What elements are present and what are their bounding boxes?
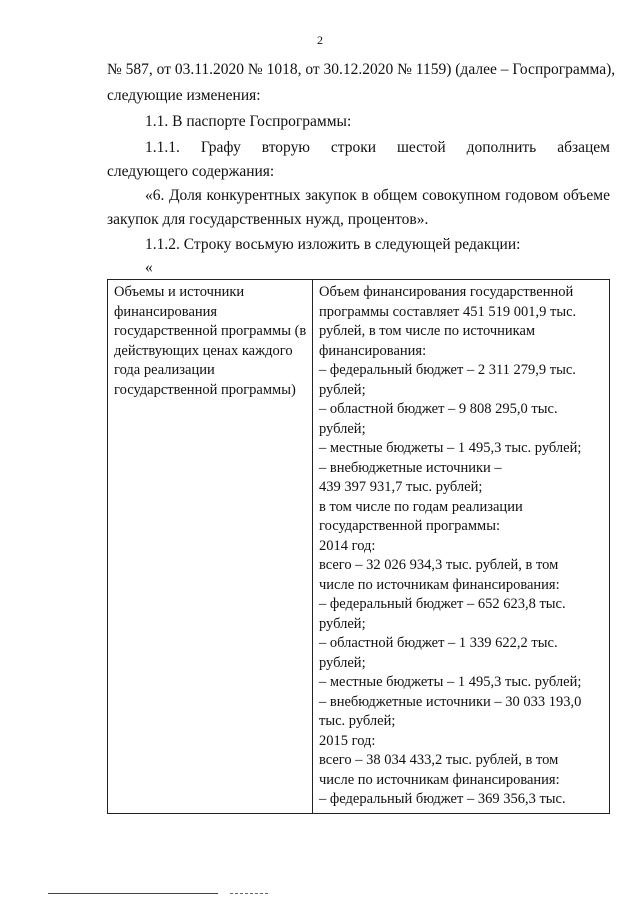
- item-1-1-1-line-1: [145, 138, 610, 158]
- word: 1.1.1.: [145, 139, 180, 156]
- item-1-1-2: 1.1.2. Строку восьмую изложить в следующей редакции:: [145, 236, 521, 253]
- table-value-line: финансирования:: [319, 342, 427, 359]
- word: Доля: [168, 187, 202, 204]
- table-value-line: – областной бюджет – 9 808 295,0 тыс.: [319, 401, 558, 417]
- table-value-line: Объем финансирования государственной: [319, 284, 574, 300]
- table-label-line: государственной программы (в: [114, 323, 307, 339]
- table-label-line: года реализации: [114, 362, 215, 378]
- item-1-1-1-line-2: следующего содержания:: [107, 163, 275, 180]
- word: «6.: [145, 187, 165, 204]
- word: годовом: [505, 187, 559, 204]
- table-value-line: программы составляет 451 519 001,9 тыс.: [319, 303, 577, 320]
- table-value-line: рублей;: [319, 615, 366, 632]
- word: конкурентных: [206, 187, 301, 204]
- item-1-1: 1.1. В паспорте Госпрограммы:: [145, 113, 352, 130]
- word: в: [361, 187, 369, 204]
- table-value-line: 2015 год:: [319, 732, 376, 749]
- table-value-line: государственной программы:: [319, 518, 500, 534]
- word: вторую: [261, 139, 310, 156]
- quote-6-line-2: закупок для государственных нужд, процентов».: [107, 211, 429, 228]
- table-value-line: – местные бюджеты – 1 495,3 тыс. рублей;: [319, 674, 582, 690]
- table-value-line: – местные бюджеты – 1 495,3 тыс. рублей;: [319, 440, 582, 456]
- word: закупок: [305, 187, 357, 204]
- table-value-line: – внебюджетные источники –: [319, 459, 502, 476]
- table-label-line: финансирования: [114, 303, 218, 320]
- table-value-line: – федеральный бюджет – 369 356,3 тыс.: [319, 791, 566, 807]
- table-row: [108, 280, 610, 814]
- word: абзацем: [557, 139, 610, 156]
- table-value-line: рублей, в том числе по источникам: [319, 323, 536, 339]
- table-value-line: всего – 32 026 934,3 тыс. рублей, в том: [319, 557, 559, 573]
- table-value-line: всего – 38 034 433,2 тыс. рублей, в том: [319, 752, 559, 768]
- word: Графу: [200, 139, 241, 156]
- table-label-line: действующих ценах каждого: [114, 342, 293, 359]
- table-value-line: рублей;: [319, 654, 366, 671]
- table-value-line: – федеральный бюджет – 652 623,8 тыс.: [319, 596, 566, 612]
- footer-rule: [48, 893, 218, 894]
- table-label-line: Объемы и источники: [114, 284, 245, 300]
- table-value-line: тыс. рублей;: [319, 713, 396, 729]
- table-value-line: рублей;: [319, 420, 366, 437]
- footer-rule-short: [230, 893, 268, 894]
- word: совокупном: [422, 187, 501, 204]
- table-value-line: 2014 год:: [319, 537, 376, 554]
- quote-6-line-1: [145, 186, 610, 206]
- table-cell-value: [313, 280, 610, 814]
- table-value-line: – федеральный бюджет – 2 311 279,9 тыс.: [319, 362, 576, 378]
- word: объеме: [563, 187, 610, 204]
- page-number: 2: [317, 33, 323, 47]
- word: общем: [373, 187, 418, 204]
- open-quote: «: [145, 259, 153, 276]
- table-value-line: в том числе по годам реализации: [319, 498, 523, 515]
- table-value-line: – внебюджетные источники – 30 033 193,0: [319, 693, 582, 710]
- intro-line-2: следующие изменения:: [107, 87, 261, 104]
- intro-line-1: № 587, от 03.11.2020 № 1018, от 30.12.2020 № 1159) (далее – Госпрограмма),: [107, 61, 616, 78]
- table-value-line: рублей;: [319, 381, 366, 398]
- table-label-line: государственной программы): [114, 381, 296, 398]
- table-value-line: – областной бюджет – 1 339 622,2 тыс.: [319, 635, 558, 651]
- table-value-line: числе по источникам финансирования:: [319, 771, 560, 788]
- table-value-line: числе по источникам финансирования:: [319, 576, 560, 593]
- word: строки: [330, 139, 377, 156]
- table-cell-label: [108, 280, 313, 814]
- word: шестой: [396, 139, 446, 156]
- financing-table: [107, 279, 610, 814]
- table-value-line: 439 397 931,7 тыс. рублей;: [319, 479, 483, 495]
- word: дополнить: [466, 139, 537, 156]
